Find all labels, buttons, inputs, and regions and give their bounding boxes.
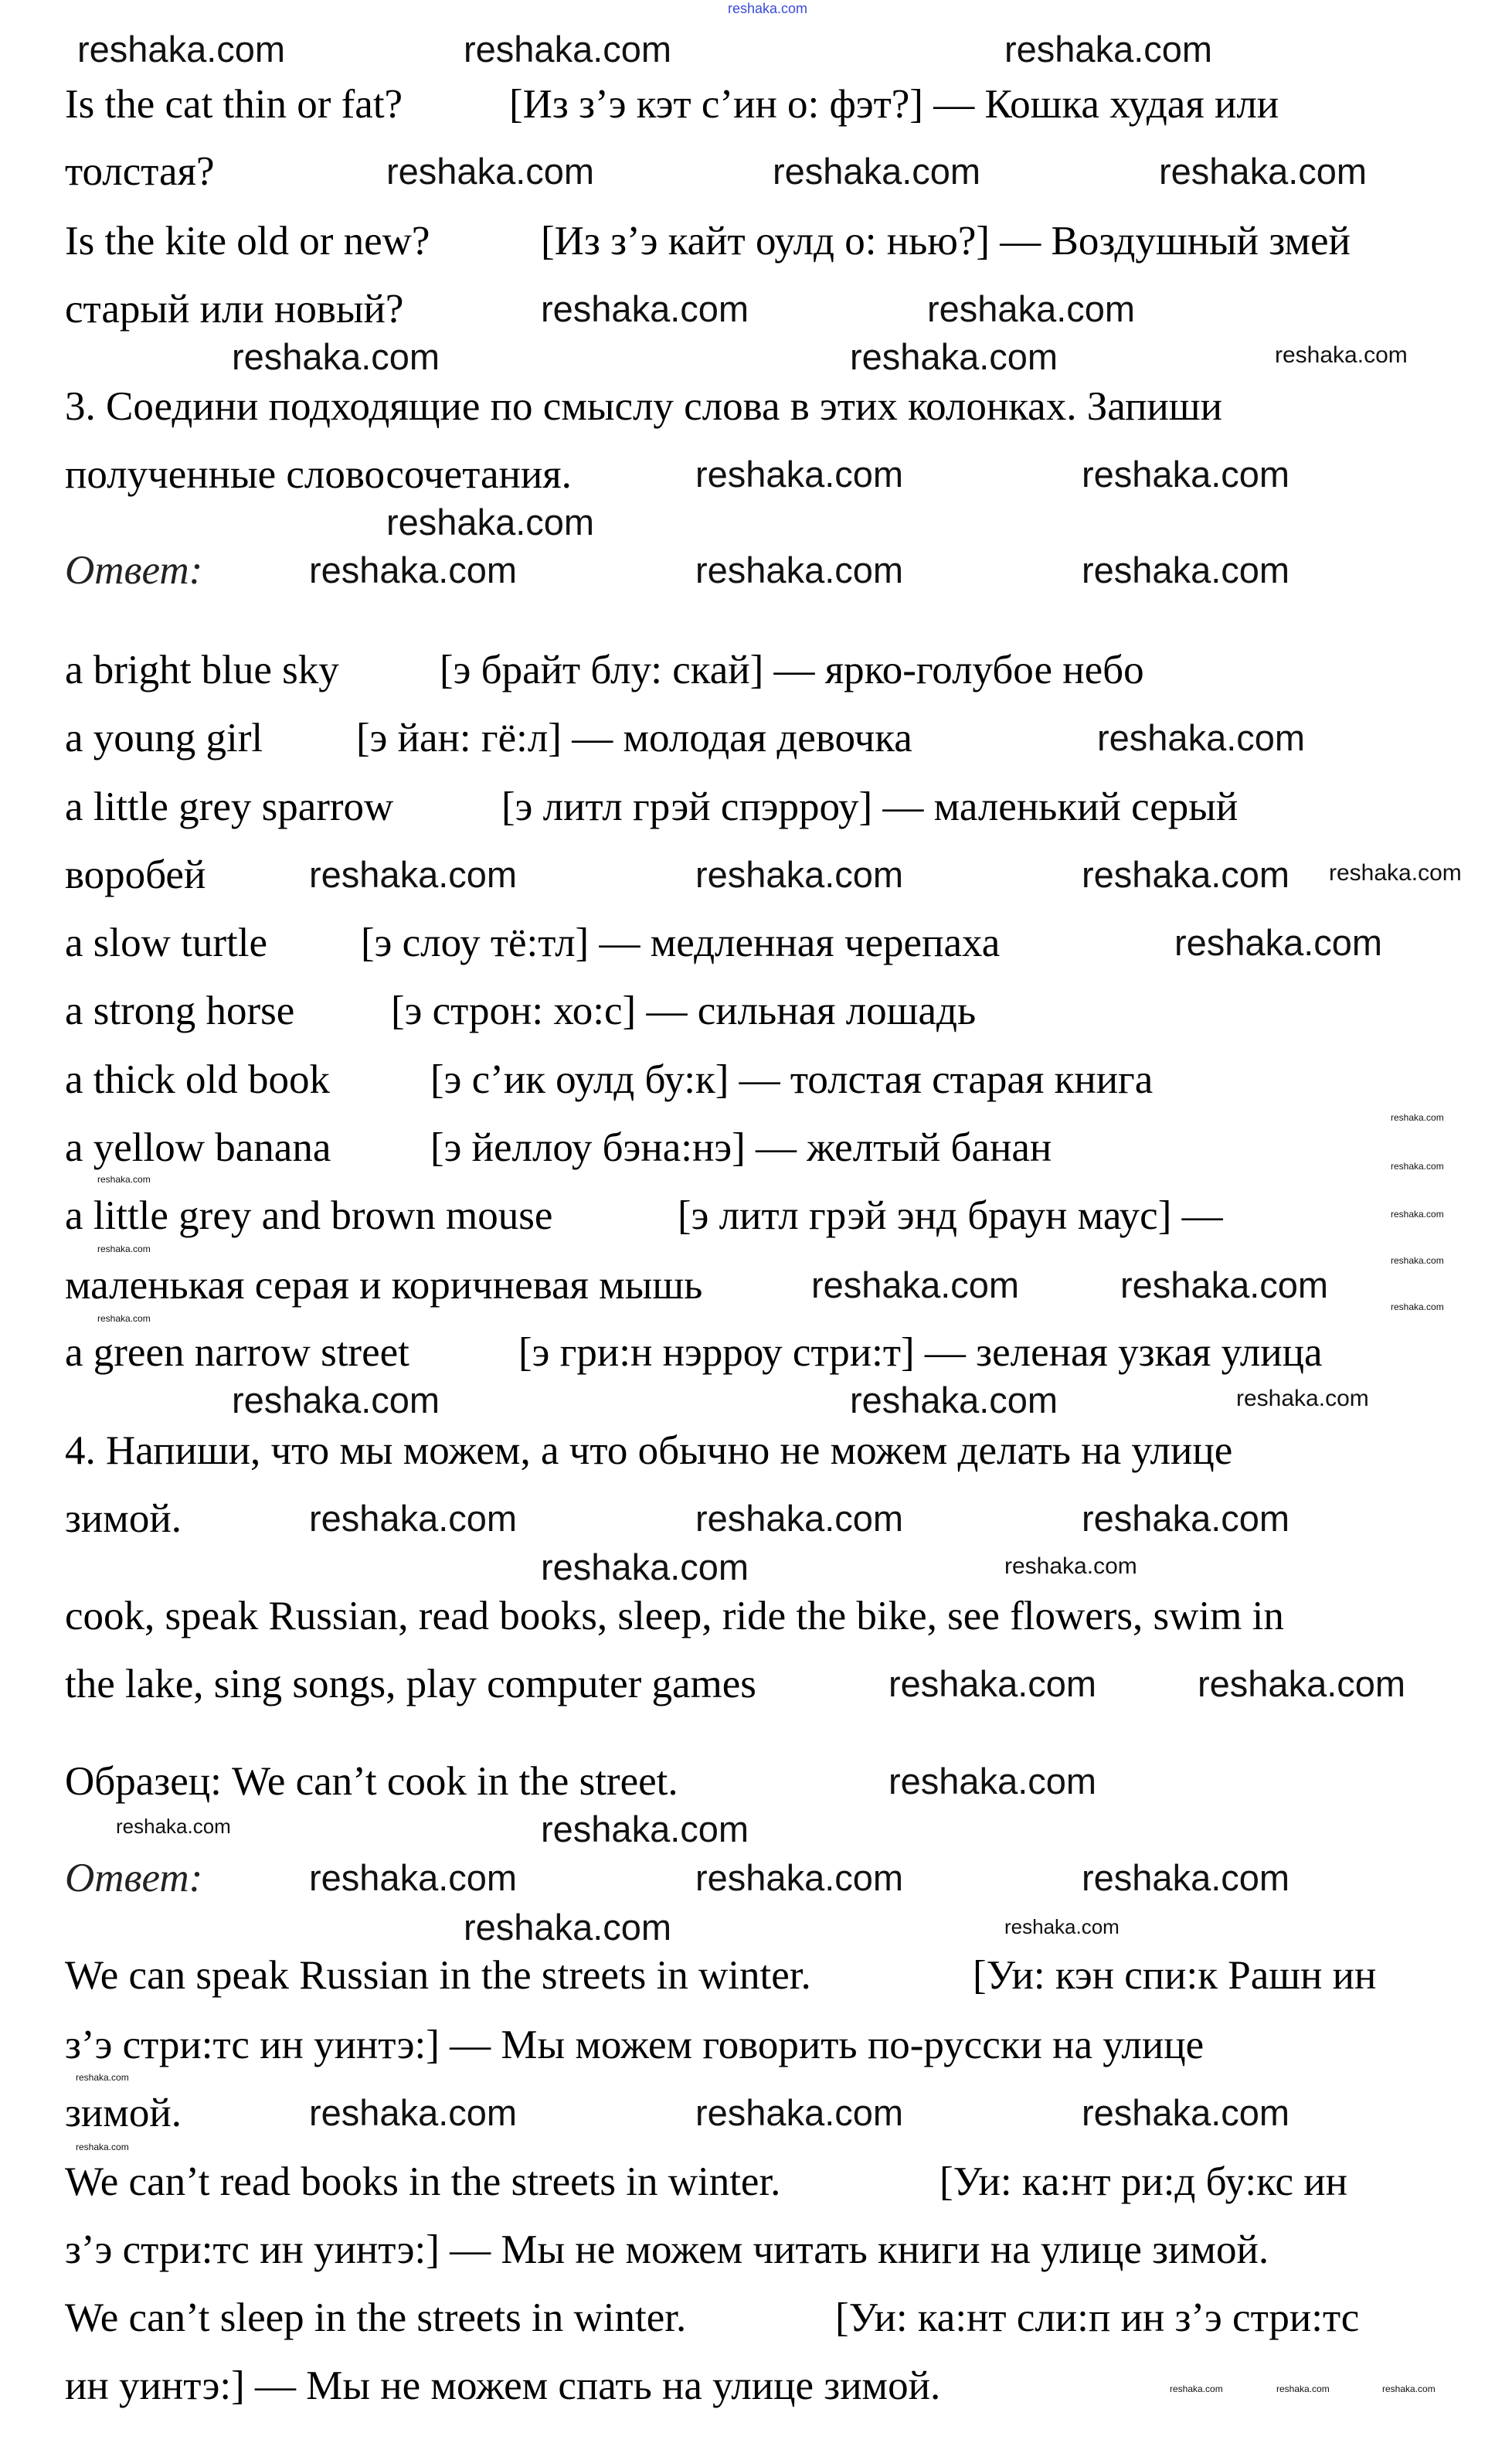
phrase-line (65, 784, 1238, 830)
watermark: reshaka.com (1382, 2383, 1436, 2394)
answer-label: Ответ: (65, 1856, 203, 1900)
transcription: [э литл грэй спэрроу] — маленький серый (501, 784, 1238, 829)
watermark: reshaka.com (1391, 1161, 1444, 1172)
watermark: reshaka.com (309, 854, 518, 895)
watermark: reshaka.com (76, 2072, 129, 2083)
watermark: reshaka.com (1120, 1264, 1329, 1305)
task4-question-cont: зимой. (65, 1496, 182, 1541)
watermark: reshaka.com (464, 1907, 672, 1948)
translation-continued: воробей (65, 852, 206, 897)
transcription: [э с’ик оулд бу:к] — толстая старая книга (430, 1057, 1154, 1102)
watermark: reshaka.com (1082, 1498, 1290, 1539)
watermark: reshaka.com (1391, 1209, 1444, 1220)
watermark: reshaka.com (1097, 717, 1306, 758)
watermark: reshaka.com (1198, 1663, 1406, 1704)
answer-line (65, 2159, 1348, 2205)
watermark: reshaka.com (97, 1244, 151, 1254)
english-sentence: We can’t sleep in the streets in winter. (65, 2295, 687, 2340)
watermark: reshaka.com (773, 151, 981, 192)
watermark: reshaka.com (728, 1, 808, 16)
watermark: reshaka.com (1170, 2383, 1223, 2394)
transcription: [э йеллоу бэна:нэ] — желтый банан (430, 1125, 1052, 1170)
answer-line (65, 2022, 1204, 2068)
english-phrase: a strong horse (65, 988, 295, 1033)
translation-continued: маленькая серая и коричневая мышь (65, 1263, 703, 1308)
phrase-line (65, 1193, 1223, 1239)
watermark: reshaka.com (1174, 922, 1383, 963)
english-sentence: We can speak Russian in the streets in winter. (65, 1953, 811, 1998)
task3-question-cont: полученные словосочетания. (65, 452, 572, 497)
task3-question: 3. Соедини подходящие по смыслу слова в этих колонках. Запиши (65, 384, 1222, 429)
phrase-line (65, 988, 977, 1034)
translation-continued: старый или новый? (65, 287, 404, 332)
watermark: reshaka.com (386, 151, 595, 192)
watermark: reshaka.com (232, 336, 440, 377)
watermark: reshaka.com (1275, 342, 1408, 368)
watermark: reshaka.com (695, 454, 904, 495)
transcription: [Уи: кэн спи:к Рашн ин (973, 1953, 1377, 1998)
watermark: reshaka.com (1276, 2383, 1330, 2394)
watermark: reshaka.com (695, 1857, 904, 1898)
transcription: [э литл грэй энд браун маус] — (678, 1193, 1223, 1238)
phrase-line (65, 715, 912, 761)
translation: з’э стри:тс ин уинтэ:] — Мы можем говорить по-русски на улице (65, 2023, 1205, 2067)
watermark: reshaka.com (1082, 454, 1290, 495)
phrase-line (65, 1329, 1323, 1376)
text-line (65, 81, 1279, 128)
watermark: reshaka.com (1391, 1255, 1444, 1266)
transcription: [э строн: хо:с] — сильная лошадь (391, 988, 977, 1033)
watermark: reshaka.com (309, 1857, 518, 1898)
watermark: reshaka.com (541, 288, 749, 329)
watermark: reshaka.com (1004, 29, 1213, 70)
english-phrase: a bright blue sky (65, 648, 339, 692)
phrase-line (65, 1125, 1052, 1171)
watermark: reshaka.com (309, 1498, 518, 1539)
watermark: reshaka.com (76, 2142, 129, 2152)
watermark: reshaka.com (1004, 1915, 1120, 1938)
watermark: reshaka.com (850, 1380, 1058, 1421)
english-phrase: a slow turtle (65, 920, 267, 965)
transcription: [э слоу тё:тл] — медленная черепаха (361, 920, 1001, 965)
english-phrase: a little grey and brown mouse (65, 1193, 553, 1238)
watermark: reshaka.com (116, 1815, 231, 1838)
transcription: [Уи: ка:нт ри:д бу:кс ин (939, 2159, 1348, 2204)
watermark: reshaka.com (309, 2092, 518, 2133)
watermark: reshaka.com (1391, 1112, 1444, 1123)
answer-label: Ответ: (65, 548, 203, 593)
text-line (65, 286, 403, 332)
phrase-line (65, 647, 1144, 693)
watermark: reshaka.com (541, 1808, 749, 1849)
phrase-line (65, 1262, 702, 1308)
phrase-line (65, 920, 1001, 966)
watermark: reshaka.com (97, 1174, 151, 1185)
text-line (65, 148, 214, 195)
watermark: reshaka.com (1391, 1301, 1444, 1312)
transcription: [э гри:н нэрроу стри:т] — зеленая узкая улица (518, 1330, 1323, 1375)
phrase-line (65, 1056, 1154, 1103)
watermark: reshaka.com (695, 854, 904, 895)
english-phrase: a thick old book (65, 1057, 330, 1102)
text-line (65, 218, 1351, 264)
answer-line (65, 2363, 940, 2409)
watermark: reshaka.com (309, 550, 518, 590)
answer-line (65, 2295, 1360, 2341)
watermark: reshaka.com (889, 1761, 1097, 1802)
english-sentence: We can’t read books in the streets in winter. (65, 2159, 781, 2204)
translation: з’э стри:тс ин уинтэ:] — Мы не можем читать книги на улице зимой. (65, 2227, 1269, 2272)
transcription: [Из з’э кайт оулд о: нью?] — Воздушный змей (541, 219, 1351, 264)
watermark: reshaka.com (695, 2092, 904, 2133)
english-phrase: Is the kite old or new? (65, 219, 430, 264)
word-list-cont: the lake, sing songs, play computer games (65, 1662, 756, 1706)
example-sentence: Образец: We can’t cook in the street. (65, 1759, 678, 1804)
english-phrase: a little grey sparrow (65, 784, 394, 829)
transcription: [Уи: ка:нт сли:п ин з’э стри:тс (835, 2295, 1360, 2340)
watermark: reshaka.com (927, 288, 1136, 329)
word-list: cook, speak Russian, read books, sleep, ride the bike, see flowers, swim in (65, 1594, 1284, 1638)
english-phrase: a green narrow street (65, 1330, 409, 1375)
translation: ин уинтэ:] — Мы не можем спать на улице зимой. (65, 2363, 941, 2408)
watermark: reshaka.com (695, 550, 904, 590)
watermark: reshaka.com (889, 1663, 1097, 1704)
watermark: reshaka.com (464, 29, 672, 70)
transcription: [э йан: гё:л] — молодая девочка (356, 716, 912, 760)
answer-line (65, 2090, 182, 2136)
watermark: reshaka.com (1004, 1553, 1137, 1579)
watermark: reshaka.com (1082, 2092, 1290, 2133)
task4-question: 4. Напиши, что мы можем, а что обычно не можем делать на улице (65, 1428, 1233, 1473)
watermark: reshaka.com (232, 1380, 440, 1421)
watermark: reshaka.com (386, 502, 595, 543)
watermark: reshaka.com (1082, 1857, 1290, 1898)
watermark: reshaka.com (1329, 860, 1462, 886)
watermark: reshaka.com (1159, 151, 1368, 192)
watermark: reshaka.com (97, 1313, 151, 1324)
watermark: reshaka.com (1082, 854, 1290, 895)
translation-continued: толстая? (65, 149, 215, 194)
watermark: reshaka.com (541, 1546, 749, 1587)
translation: зимой. (65, 2091, 182, 2135)
watermark: reshaka.com (1236, 1386, 1369, 1411)
watermark: reshaka.com (811, 1264, 1020, 1305)
answer-line (65, 1952, 1377, 1999)
watermark: reshaka.com (1082, 550, 1290, 590)
phrase-line (65, 852, 206, 898)
watermark: reshaka.com (695, 1498, 904, 1539)
transcription: [Из з’э кэт с’ин о: фэт?] — Кошка худая или (509, 82, 1279, 127)
english-phrase: Is the cat thin or fat? (65, 82, 403, 127)
watermark: reshaka.com (77, 29, 286, 70)
transcription: [э брайт блу: скай] — ярко-голубое небо (440, 648, 1144, 692)
english-phrase: a yellow banana (65, 1125, 331, 1170)
english-phrase: a young girl (65, 716, 263, 760)
answer-line (65, 2227, 1269, 2273)
watermark: reshaka.com (850, 336, 1058, 377)
